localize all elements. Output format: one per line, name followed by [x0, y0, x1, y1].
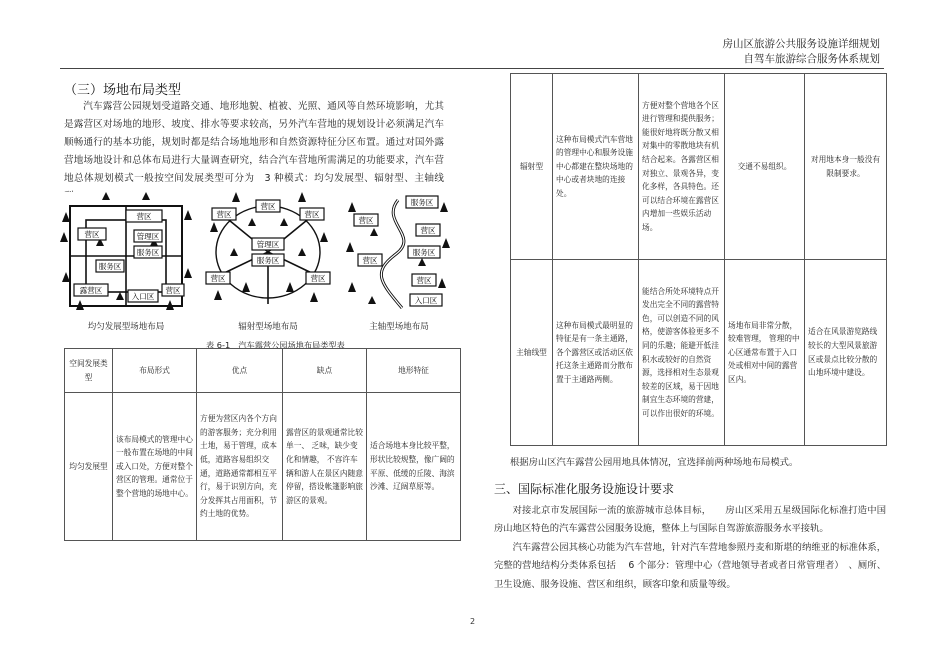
fig2-label-5: 服务区 — [256, 256, 280, 265]
fig1-label-6: 露营区 — [79, 286, 103, 295]
page-header-line2: 自驾车旅游综合服务体系规划 — [743, 53, 880, 65]
figure-caption-radial: 辐射型场地布局 — [238, 322, 298, 332]
figure-caption-axial: 主轴型场地布局 — [369, 322, 429, 332]
cell-layout-radial: 这种布局模式汽车营地的管理中心和服务设施中心都建在整块场地的中心或者块地的连接处。 — [553, 74, 639, 260]
fig1-label-4: 营区 — [84, 230, 100, 239]
fig1-label-5: 服务区 — [98, 262, 122, 271]
fig2-label-2: 营区 — [304, 210, 320, 219]
uniform-layout-diagram — [56, 192, 196, 318]
fig1-label-3: 服务区 — [136, 248, 160, 257]
page-number: 2 — [470, 617, 476, 626]
cell-type-radial: 辐射型 — [511, 74, 553, 260]
fig3-label-7: 入口区 — [414, 296, 438, 305]
th-layout: 布局形式 — [113, 349, 197, 393]
fig3-label-5: 服务区 — [412, 248, 436, 257]
fig2-label-1: 营区 — [216, 210, 232, 219]
radial-layout-diagram — [202, 192, 334, 318]
fig1-label-8: 营区 — [165, 286, 181, 295]
cell-pros-radial: 方便对整个营地各个区进行管理和提供服务；能很好地将既分散又相对集中的零散地块有机结合起来。各露营区相对独立、景观各异，变化多样，各具特色。还可以结合环境在露营区内增加一些娱乐活动场。 — [639, 74, 725, 260]
table-caption: 表 6-1 汽车露营公园场地布局类型表 — [206, 340, 345, 350]
fig1-label-7: 入口区 — [131, 292, 155, 301]
section-title: （三）场地布局类型 — [64, 83, 182, 98]
layout-type-table — [64, 348, 461, 541]
th-cons: 缺点 — [283, 349, 367, 393]
section-3-para-2: 汽车露营公园其核心功能为汽车营地，针对汽车营地参照丹麦和斯堪的纳维亚的标准体系，完整的营地结构分类体系包括 6 个部分：管理中心（营地领导者或者日常管理者） 、厕所、卫生设施、服务设施、营区和组织，顾客印象和质量等级。 — [494, 541, 886, 590]
fig2-label-3: 营区 — [260, 202, 276, 211]
fig2-label-7: 营区 — [310, 274, 326, 283]
header-rule — [60, 68, 884, 69]
cell-pros: 方便为营区内各个方向的游客服务；充分利用土地，易于管理，成本低，道路容易组织交通，道路通常都相互平行，易于识别方向，充分发挥其占用面积，节约土地的优势。 — [197, 393, 283, 541]
fig3-label-4: 营区 — [362, 256, 378, 265]
cell-cons-axial: 场地布局非常分散，较难管理， 管理的中心区通常布置于入口处或相对中间的露营区内。 — [725, 260, 805, 446]
figure-uniform-layout — [56, 192, 196, 334]
fig2-label-6: 营区 — [210, 274, 226, 283]
page-header-line1: 房山区旅游公共服务设施详细规划 — [722, 38, 880, 50]
figure-axial-layout — [340, 192, 458, 334]
fig2-label-4: 管理区 — [256, 240, 280, 249]
layout-figures — [56, 192, 458, 334]
fig3-label-6: 营区 — [416, 276, 432, 285]
axial-layout-diagram — [340, 192, 458, 318]
fig3-label-1: 服务区 — [410, 198, 434, 207]
cell-cons-radial: 交通不易组织。 — [725, 74, 805, 260]
th-terrain: 地形特征 — [367, 349, 461, 393]
section-3-body — [494, 502, 886, 594]
cell-type-axial: 主轴线型 — [511, 260, 553, 446]
cell-terrain-axial: 适合在风景游览路线较长的大型风景旅游区或景点比较分散的山地环境中建设。 — [805, 260, 887, 446]
fig1-label-1: 营区 — [136, 212, 152, 221]
figure-caption-uniform: 均匀发展型场地布局 — [87, 322, 165, 332]
layout-type-table-continued — [510, 73, 887, 446]
section-paragraph: 汽车露营公园规划受道路交通、地形地貌、植被、光照、通风等自然环境影响，尤其是露营区对场地的地形、坡度、排水等要求较高，另外汽车营地的规划设计必须满足汽车顺畅通行的基本功能，规划时都是结合场地地形和自然资源特征分区布置。通过对国外露营地场地设计和总体布局进行大量调查研究，结合汽车营地所需满足的功能要求，汽车营地总体规划模式一般按空间发展类型可分为 3 种模式：均匀发展型、辐射型、主轴线 — [64, 101, 444, 184]
layout-recommendation: 根据房山区汽车露营公园用地具体情况，宜选择前两种场地布局模式。 — [510, 457, 799, 468]
th-type: 空间发展类型 — [65, 349, 113, 393]
fig3-label-2: 营区 — [358, 216, 374, 225]
cell-layout-axial: 这种布局模式最明显的特征是有一条主通路，各个露营区或活动区依托这条主通路而分散布置于主通路两侧。 — [553, 260, 639, 446]
fig3-label-3: 营区 — [420, 226, 436, 235]
cell-cons: 露营区的景观通常比较单一、 乏味，缺少变化和情趣， 不容许车辆和游人在景区内随意停留，搭设帐篷影响旅游区的景观。 — [283, 393, 367, 541]
cell-pros-axial: 能结合所处环境特点开发出完全不同的露营特色，可以创造不同的风格，使游客体验更多不同的乐趣；能避开低洼积水或较好的自然资源，选择相对生态景观较差的区域，易于因地制宜生态环境的营建，可以作出很好的环境。 — [639, 260, 725, 446]
section-3-para-1: 对接北京市发展国际一流的旅游城市总体目标， 房山区采用五星级国际化标准打造中国房山地区特色的汽车露营公园服务设施，整体上与国际自驾游旅游服务水平接轨。 — [494, 505, 886, 535]
fig1-label-2: 管理区 — [136, 232, 160, 241]
cell-terrain: 适合场地本身比较平整，形状比较规整，像广阔的平原、低缓的丘陵、海滨沙滩、辽阔草原等。 — [367, 393, 461, 541]
cell-layout: 该布局模式的管理中心一般布置在场地的中间或入口处，方便对整个营区的管理。通常位于整个营地的场地中心。 — [113, 393, 197, 541]
cell-type: 均匀发展型 — [65, 393, 113, 541]
section-3-title: 三、国际标准化服务设施设计要求 — [494, 482, 675, 496]
th-pros: 优点 — [197, 349, 283, 393]
figure-radial-layout — [202, 192, 334, 334]
cell-terrain-radial: 对用地本身一般没有限制要求。 — [805, 74, 887, 260]
